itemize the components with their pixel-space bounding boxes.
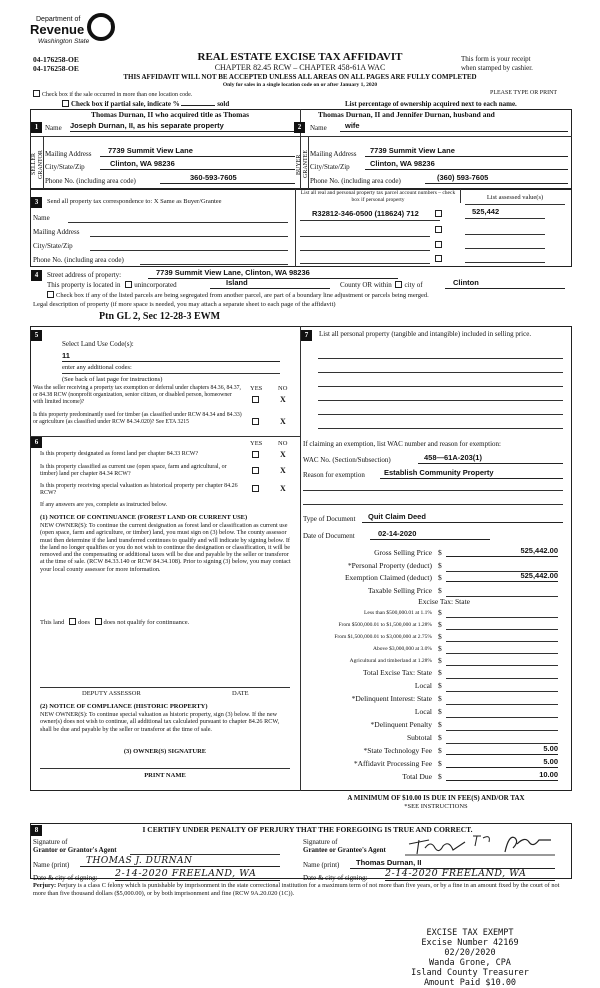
s6-q2: Is this property classified as current use (open space, farm and agricultural, or timber) land per chapter 84.34 RCW?	[40, 464, 227, 477]
s5-q2: Is this property predominantly used for timber (as classified under RCW 84.34 and 84.33) or agriculture (as classified under RCW 84.34.020)? See ETA 3215	[33, 412, 242, 425]
street-field[interactable]: 7739 Summit View Lane, Clinton, WA 98236	[148, 269, 398, 279]
tier-1-label: Less than $500,000.01 at 1.1%	[364, 610, 432, 616]
grantor-print-field[interactable]: THOMAS J. DURNAN	[80, 856, 280, 867]
parcel-2-personal-checkbox[interactable]	[435, 226, 442, 233]
street-label: Street address of property:	[47, 271, 122, 279]
buyer-city-field[interactable]: Clinton, WA 98236	[365, 160, 568, 170]
local-label: Local	[414, 681, 432, 690]
buyer-vertical-label: BUYER GRANTEE	[296, 150, 309, 179]
grantor-sig-label-2: Grantor or Grantor's Agent	[33, 846, 117, 854]
tier-3-label: From $1,500,000.01 to $3,000,000 at 2.75%	[334, 634, 432, 640]
partial-sale-row: Check box if partial sale, indicate % sold	[62, 100, 229, 108]
land-use-label: Select Land Use Code(s):	[62, 340, 134, 348]
grantor-sig-label-1: Signature of	[33, 838, 68, 846]
taxable-dollar: $	[438, 586, 442, 595]
multi-location-row: Check box if the sale occurred in more than one location code.	[33, 90, 192, 99]
buyer-city-label: City/State/Zip	[310, 163, 350, 171]
s6-no-header: NO	[278, 440, 288, 447]
form-number-2: 04-176258-OE	[33, 64, 79, 73]
wac-field[interactable]: 458—61A-203(1)	[418, 454, 563, 464]
assessor-date-label: DATE	[232, 690, 249, 697]
taxable-label: Taxable Selling Price	[367, 586, 432, 595]
grantee-date-label: Date & city of signing:	[303, 874, 368, 882]
grantor-print-label: Name (print)	[33, 861, 70, 869]
city-of-checkbox[interactable]	[395, 281, 402, 288]
parcel-header: List all real and personal property tax parcel account numbers – check box if personal property	[300, 190, 456, 203]
doc-date-label: Date of Document	[303, 532, 355, 540]
treasurer-stamp	[400, 928, 540, 988]
assessed-value-field[interactable]: 525,442	[472, 207, 500, 216]
legal-label: Legal description of property (if more space is needed, you may attach a separate sheet to each page of the affidavit)	[33, 301, 336, 308]
only-for-note: Only for sales in a single location code on or after January 1, 2020	[222, 82, 378, 88]
land-does-not-checkbox[interactable]	[95, 618, 102, 625]
seller-phone-label: Phone No. (including area code)	[45, 177, 136, 185]
seller-city-field[interactable]: Clinton, WA 98236	[100, 160, 295, 170]
dept-label: Department of	[36, 16, 81, 23]
minimum-note: A MINIMUM OF $10.00 IS DUE IN FEE(S) AND/OR TAX	[347, 794, 525, 802]
exemption-claim-label: If claiming an exemption, list WAC number and reason for exemption:	[303, 440, 501, 448]
s5-q1-yes-checkbox[interactable]	[252, 396, 259, 403]
section-3-marker: 3	[31, 197, 42, 208]
segregated-row: Check box if any of the listed parcels are being segregated from another parcel, are part of a boundary line adjustment or parcels being merged.	[47, 291, 429, 299]
reason-field[interactable]: Establish Community Property	[380, 469, 563, 479]
partial-sale-checkbox[interactable]	[62, 100, 69, 107]
exemption-field[interactable]: 525,442.00	[446, 572, 558, 582]
receipt-note-1: This form is your receipt	[461, 55, 531, 63]
city-field[interactable]: Clinton	[445, 279, 565, 289]
section-4-marker: 4	[31, 270, 42, 281]
tech-fee-field[interactable]: 5.00	[446, 745, 558, 755]
tech-fee-dollar: $	[438, 746, 442, 755]
s5-q2-no-mark[interactable]: X	[280, 417, 286, 426]
section-5-marker: 5	[31, 330, 42, 341]
stamp-line-5: Island County Treasurer	[411, 968, 529, 978]
s6-if-yes: If any answers are yes, complete as instructed below.	[40, 502, 168, 508]
land-does-checkbox[interactable]	[69, 618, 76, 625]
s5-q2-yes-checkbox[interactable]	[252, 418, 259, 425]
total-state-label: Total Excise Tax: State	[362, 668, 432, 677]
continuance-row: This land does does not qualify for continuance.	[40, 619, 190, 626]
s6-q3-no-mark[interactable]: X	[280, 484, 286, 493]
doc-date-field[interactable]: 02-14-2020	[370, 530, 490, 540]
dor-logo	[30, 12, 120, 50]
parcel-number-field[interactable]: R32812-346-0500 (118624) 712	[312, 209, 419, 218]
affidavit-fee-label: *Affidavit Processing Fee	[353, 759, 432, 768]
affidavit-fee-dollar: $	[438, 759, 442, 768]
personal-property-label: List all personal property (tangible and intangible) included in selling price.	[319, 330, 532, 338]
s6-q3: Is this property receiving special valuation as historical property per chapter 84.26 RCW?	[40, 483, 238, 496]
located-row: This property is located in unincorporated	[47, 281, 177, 289]
grantee-print-label: Name (print)	[303, 861, 340, 869]
s6-q1-yes-checkbox[interactable]	[252, 451, 259, 458]
total-state-dollar: $	[438, 668, 442, 677]
seller-mailing-field[interactable]: 7739 Summit View Lane	[100, 147, 295, 157]
s6-q3-yes-checkbox[interactable]	[252, 485, 259, 492]
tier-4-dollar: $	[438, 644, 442, 653]
print-name-label: PRINT NAME	[144, 772, 186, 779]
total-due-label: Total Due	[402, 772, 432, 781]
s5-q1: Was the seller receiving a property tax exemption or deferral under chapters 84.36, 84.37, or 84.38 RCW (nonprofit organization, senior citizen, or disabled person, homeowner with limited income)?	[33, 385, 241, 405]
seller-vertical-label: SELLER GRANTOR	[31, 150, 44, 179]
s5-no-header: NO	[278, 385, 288, 392]
notice-2-title: (2) NOTICE OF COMPLIANCE (HISTORIC PROPERTY)	[40, 703, 208, 710]
gross-dollar: $	[438, 548, 442, 557]
grantee-print-field[interactable]: Thomas Durnan, II	[350, 859, 555, 869]
seller-mailing-label: Mailing Address	[45, 150, 92, 158]
percent-note: List percentage of ownership acquired next to each name.	[345, 100, 517, 108]
s6-q1-no-mark[interactable]: X	[280, 450, 286, 459]
see-instructions: *SEE INSTRUCTIONS	[404, 803, 468, 810]
buyer-mailing-field[interactable]: 7739 Summit View Lane	[365, 147, 568, 157]
corr-name-label: Name	[33, 214, 50, 222]
legal-description[interactable]: Ptn GL 2, Sec 12-28-3 EWM	[99, 311, 221, 322]
total-due-field[interactable]: 10.00	[446, 771, 558, 781]
buyer-name-field[interactable]: wife	[340, 122, 568, 132]
seller-name-field[interactable]: Joseph Durnan, II, as his separate property	[70, 122, 295, 132]
stamp-line-1: EXCISE TAX EXEMPT	[426, 928, 514, 938]
form-chapter: CHAPTER 82.45 RCW – CHAPTER 458-61A WAC	[214, 63, 386, 72]
grantor-date-label: Date & city of signing:	[33, 874, 98, 882]
multi-location-checkbox[interactable]	[33, 90, 40, 97]
grantee-sig-label-2: Grantee or Grantee's Agent	[303, 846, 386, 854]
notice-1-title: (1) NOTICE OF CONTINUANCE (FOREST LAND OR CURRENT USE)	[40, 514, 248, 521]
certify-statement: I CERTIFY UNDER PENALTY OF PERJURY THAT THE FOREGOING IS TRUE AND CORRECT.	[142, 825, 473, 834]
partial-sale-percent[interactable]	[181, 105, 215, 106]
form-warning: THIS AFFIDAVIT WILL NOT BE ACCEPTED UNLESS ALL AREAS ON ALL PAGES ARE FULLY COMPLETED	[123, 73, 477, 81]
local-dollar: $	[438, 681, 442, 690]
county-row: County OR within city of	[340, 281, 423, 289]
reason-label: Reason for exemption	[303, 471, 365, 479]
revenue-wordmark: Revenue	[30, 22, 85, 37]
segregated-checkbox[interactable]	[47, 291, 54, 298]
assessed-header: List assessed value(s)	[486, 194, 544, 201]
corr-city-label: City/State/Zip	[33, 242, 73, 250]
grantee-signature[interactable]	[405, 830, 555, 856]
grantee-sig-label-1: Signature of	[303, 838, 338, 846]
seller-title-line: Thomas Durnan, II who acquired title as Thomas	[90, 110, 250, 119]
s6-yes-header: YES	[250, 440, 263, 447]
grantee-date-field[interactable]: 2-14-2020 FREELAND, WA	[385, 869, 555, 881]
personal-deduct-label: *Personal Property (deduct)	[347, 561, 432, 570]
form-title: REAL ESTATE EXCISE TAX AFFIDAVIT	[197, 51, 403, 63]
stamp-line-6: Amount Paid $10.00	[423, 978, 517, 988]
s6-q2-no-mark[interactable]: X	[280, 466, 286, 475]
see-back-note: (See back of last page for instructions)	[62, 376, 163, 383]
grantor-date-field[interactable]: 2-14-2020 FREELAND, WA	[115, 869, 280, 881]
tier-5-label: Agricultural and timberland at 1.28%	[349, 658, 432, 664]
section-7-marker: 7	[301, 330, 312, 341]
doc-type-field[interactable]: Quit Claim Deed	[362, 513, 563, 523]
exemption-deduct-label: Exemption Claimed (deduct)	[344, 573, 432, 582]
corr-mailing-label: Mailing Address	[33, 228, 80, 236]
section-8-marker: 8	[31, 825, 42, 836]
tier-5-dollar: $	[438, 656, 442, 665]
personal-dollar: $	[438, 561, 442, 570]
total-due-dollar: $	[438, 772, 442, 781]
stamp-line-3: 02/20/2020	[444, 948, 496, 958]
subtotal-dollar: $	[438, 733, 442, 742]
corr-phone-label: Phone No. (including area code)	[33, 256, 124, 264]
please-type: PLEASE TYPE OR PRINT	[490, 90, 558, 96]
s6-q1: Is this property designated as forest land per chapter 84.33 RCW?	[40, 451, 199, 457]
buyer-title-line: Thomas Durnan, II and Jennifer Durnan, husband and	[318, 110, 495, 119]
receipt-note-2: when stamped by cashier.	[461, 64, 533, 72]
section-6-marker: 6	[31, 437, 42, 448]
local-2-label: Local	[414, 707, 432, 716]
stamp-line-4: Wanda Grone, CPA	[429, 958, 511, 968]
tech-fee-label: *State Technology Fee	[363, 746, 432, 755]
excise-state-label: Excise Tax: State	[418, 597, 470, 606]
delinquent-penalty-dollar: $	[438, 720, 442, 729]
seller-phone-field[interactable]: 360-593-7605	[160, 174, 295, 184]
correspondence-label: Send all property tax correspondence to: X Same as Buyer/Grantee	[47, 198, 222, 205]
buyer-phone-field[interactable]: (360) 593-7605	[425, 174, 568, 184]
section-1-marker: 1	[31, 122, 42, 133]
state-label: Washington State	[38, 38, 90, 45]
delinquent-state-label: *Delinquent Interest: State	[351, 694, 432, 703]
s6-q2-yes-checkbox[interactable]	[252, 467, 259, 474]
doc-type-label: Type of Document	[303, 515, 356, 523]
additional-codes-label: enter any additional codes:	[62, 364, 132, 371]
tier-4-label: Above $3,000,000 at 3.0%	[373, 646, 432, 652]
form-number-1: 04-176258-OE	[33, 55, 79, 64]
delinquent-penalty-label: *Delinquent Penalty	[370, 720, 432, 729]
dor-swirl-icon	[86, 12, 116, 42]
gross-label: Gross Selling Price	[374, 548, 432, 557]
county-field[interactable]: Island	[210, 279, 330, 289]
notice-1-body: NEW OWNER(S): To continue the current designation as forest land or classification as current use (open space, farm and agriculture, or timber) land, you must sign on (3) below. The county assessor must then determine if the land transferred continues to qualify and will indicate by signing below. If the land no longer qualifies or you do not wish to continue the designation or classification, it will be removed and the compensating or additional taxes will be due and payable by the seller or transferor at the time of sale. (RCW 84.33.140 or RCW 84.34.108). Prior to signing (3) below, you may contact your local county assessor for more information.	[40, 522, 291, 573]
tier-1-dollar: $	[438, 608, 442, 617]
tier-2-dollar: $	[438, 620, 442, 629]
section-2-marker: 2	[294, 122, 305, 133]
buyer-phone-label: Phone No. (including area code)	[310, 177, 401, 185]
s5-q1-no-mark[interactable]: X	[280, 395, 286, 404]
delinquent-state-dollar: $	[438, 694, 442, 703]
wac-label: WAC No. (Section/Subsection)	[303, 456, 391, 464]
tier-2-label: From $500,000.01 to $1,500,000 at 1.28%	[338, 622, 432, 628]
tier-3-dollar: $	[438, 632, 442, 641]
land-use-field[interactable]: 11	[62, 352, 280, 362]
seller-city-label: City/State/Zip	[45, 163, 85, 171]
local-2-dollar: $	[438, 707, 442, 716]
notice-2-body: NEW OWNER(S): To continue special valuation as historic property, sign (3) below. If the new owner(s) does not wish to continue, all additional tax calculated pursuant to chapter 84.26 RCW, shall be due and payable by the seller or transferor at the time of sale.	[40, 711, 280, 733]
buyer-mailing-label: Mailing Address	[310, 150, 357, 158]
owner-signature-label: (3) OWNER(S) SIGNATURE	[123, 748, 207, 755]
perjury-note: Perjury: Perjury is a class C felony which is punishable by imprisonment in the state correctional institution for a maximum term of not more than five years, or by a fine in an amount fixed by the court of not more than five thousand dollars ($5,000.00), or by both imprisonment and fine (RCW 9A.20.020 (1C)).	[33, 882, 560, 897]
seller-name-label: Name	[45, 124, 62, 132]
subtotal-label: Subtotal	[406, 733, 432, 742]
parcel-3-personal-checkbox[interactable]	[435, 241, 442, 248]
unincorporated-checkbox[interactable]	[125, 281, 132, 288]
affidavit-fee-field[interactable]: 5.00	[446, 758, 558, 768]
deputy-assessor-label: DEPUTY ASSESSOR	[82, 690, 141, 697]
buyer-name-label: Name	[310, 124, 327, 132]
exemption-dollar: $	[438, 573, 442, 582]
stamp-line-2: Excise Number 42169	[421, 938, 519, 948]
parcel-1-personal-checkbox[interactable]	[435, 210, 442, 217]
s5-yes-header: YES	[250, 385, 263, 392]
parcel-4-personal-checkbox[interactable]	[435, 255, 442, 262]
gross-field[interactable]: 525,442.00	[446, 547, 558, 557]
